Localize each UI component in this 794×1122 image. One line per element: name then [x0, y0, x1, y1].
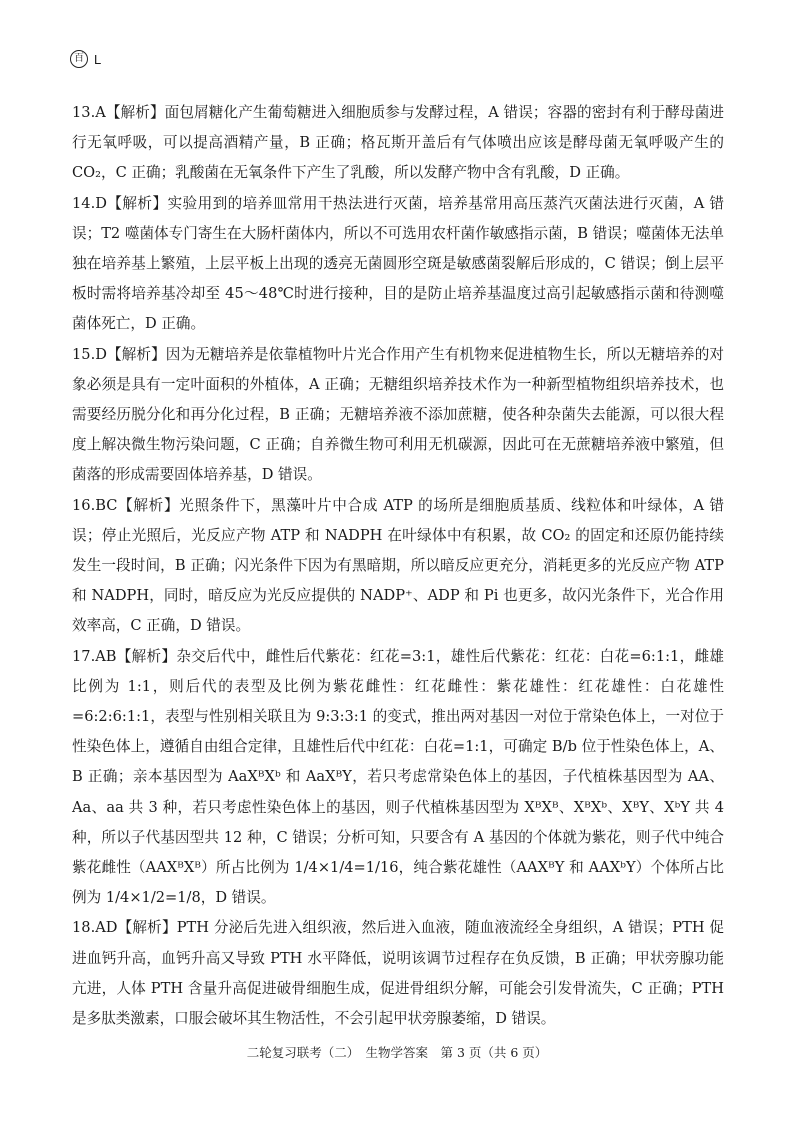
answer-17: 17.AB【解析】杂交后代中，雌性后代紫花：红花=3:1，雄性后代紫花：红花：白花=6:1:1，雌雄比例为 1:1，则后代的表型及比例为紫花雌性：红花雌性：紫花雄性：红花雄性：白花雄性=6:2:6:1:1，表型与性别相关联且为 9:3:3:1 的变式，推出两对基因一对位于常染色体上，一对位于性染色体上，遵循自由组合定律，且雄性后代中红花：白花=1:1，可确定 B/b 位于性染色体上，A、B 正确；亲本基因型为 AaXᴮXᵇ 和 AaXᴮY，若只考虑常染色体上的基因，子代植株基因型为 AA、Aa、aa 共 3 种，若只考虑性染色体上的基因，则子代植株基因型为 XᴮXᴮ、XᴮXᵇ、XᴮY、XᵇY 共 4 种，所以子代基因型共 12 种，C 错误；分析可知，只要含有 A 基因的个体就为紫花，则子代中纯合紫花雌性（AAXᴮXᴮ）所占比例为 1/4×1/4=1/16，纯合紫花雄性（AAXᴮY 和 AAXᵇY）个体所占比例为 1/4×1/2=1/8，D 错误。 [72, 647, 724, 907]
circle-logo-icon: 百 [70, 50, 88, 68]
answer-14: 14.D【解析】实验用到的培养皿常用干热法进行灭菌，培养基常用高压蒸汽灭菌法进行灭菌，A 错误；T2 噬菌体专门寄生在大肠杆菌体内，所以不可选用农杆菌作敏感指示菌，B 错误；噬菌体无法单独在培养基上繁殖，上层平板上出现的透亮无菌圆形空斑是敏感菌裂解后形成的，C 错误；倒上层平板时需将培养基冷却至 45～48℃时进行接种，目的是防止培养基温度过高引起敏感指示菌和待测噬菌体死亡，D 正确。 [72, 194, 724, 333]
page-footer: 二轮复习联考（二） 生物学答案 第 3 页（共 6 页） [246, 1045, 548, 1060]
answer-list [72, 98, 724, 1034]
page-header-mark [70, 50, 101, 68]
corner-letter: L [94, 51, 102, 67]
answer-15: 15.D【解析】因为无糖培养是依靠植物叶片光合作用产生有机物来促进植物生长，所以无糖培养的对象必须是具有一定叶面积的外植体，A 正确；无糖组织培养技术作为一种新型植物组织培养技术，也需要经历脱分化和再分化过程，B 正确；无糖培养液不添加蔗糖，使各种杂菌失去能源，可以很大程度上解决微生物污染问题，C 正确；自养微生物可利用无机碳源，因此可在无蔗糖培养液中繁殖，但菌落的形成需要固体培养基，D 错误。 [72, 345, 724, 484]
answer-13: 13.A【解析】面包屑糖化产生葡萄糖进入细胞质参与发酵过程，A 错误；容器的密封有利于酵母菌进行无氧呼吸，可以提高酒精产量，B 正确；格瓦斯开盖后有气体喷出应该是酵母菌无氧呼吸产生的CO₂，C 正确；乳酸菌在无氧条件下产生了乳酸，所以发酵产物中含有乳酸，D 正确。 [72, 104, 724, 182]
answer-16: 16.BC【解析】光照条件下，黑藻叶片中合成 ATP 的场所是细胞质基质、线粒体和叶绿体，A 错误；停止光照后，光反应产物 ATP 和 NADPH 在叶绿体中有积累，故 CO₂ 的固定和还原仍能持续发生一段时间，B 正确；闪光条件下因为有黑暗期，所以暗反应更充分，消耗更多的光反应产物 ATP 和 NADPH，同时，暗反应为光反应提供的 NADP⁺、ADP 和 Pi 也更多，故闪光条件下，光合作用效率高，C 正确，D 错误。 [72, 496, 724, 635]
answer-18: 18.AD【解析】PTH 分泌后先进入组织液，然后进入血液，随血液流经全身组织，A 错误；PTH 促进血钙升高，血钙升高又导致 PTH 水平降低，说明该调节过程存在负反馈，B 正确；甲状旁腺功能亢进，人体 PTH 含量升高促进破骨细胞生成，促进骨组织分解，可能会引发骨流失，C 正确；PTH 是多肽类激素，口服会破坏其生物活性，不会引起甲状旁腺萎缩，D 错误。 [72, 919, 724, 1028]
